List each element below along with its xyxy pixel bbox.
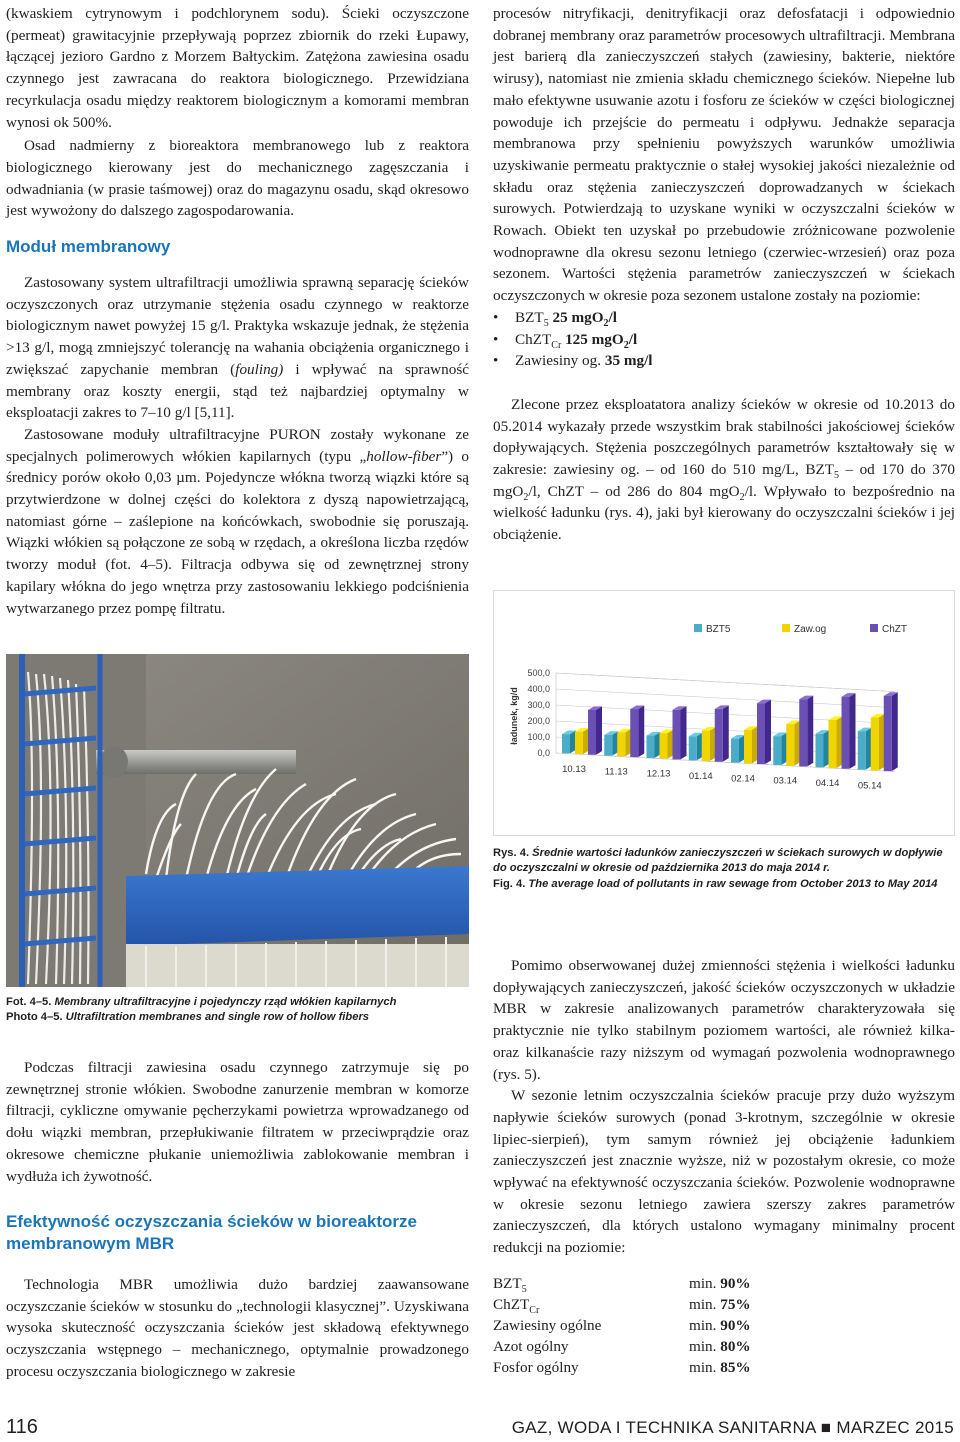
bar-bzt5 [647, 736, 655, 758]
paragraph: Pomimo obserwowanej dużej zmienności stężenia i wielkości ładunku dopływających zanieczyszczeń, jakość ścieków oczyszczonych w układzie MBR w zakresie analizowanych parametrów charakteryzowała się praktycznie nie tylko stabilnym poziomem wartości, ale również kilka- oraz kilkanaście razy niższym od wymagań pozwolenia wodnoprawnego (rys. 5). [493, 957, 955, 1083]
paragraph: W sezonie letnim oczyszczalnia ścieków pracuje przy dużo wyższym napływie ścieków surowych (ponad 3-krotnym, szczególnie w okresie lipiec-sierpień), tym samym również jej obciążenie ładunkiem zanieczyszczeń jest znacznie wyższe, niż w pozostałym okresie, co może wpływać na efektywność oczyszczania ścieków. Pozwolenie wodnoprawne w okresie sezonu letniego zawiera szerszy zakres parametrów zanieczyszczeń, dla których ustalono wymagany minimalny procent redukcji na poziomie: [493, 1087, 955, 1257]
bar-zawog [617, 732, 625, 756]
reduction-row [493, 1294, 751, 1315]
bar-zawog [702, 731, 710, 761]
photo-caption [6, 995, 469, 1024]
bar-zawog [575, 732, 583, 754]
reduction-value: min. 90% [689, 1317, 751, 1334]
y-axis-label: ładunek, kg/d [509, 687, 519, 745]
legend-label: Zaw.og [794, 624, 827, 635]
y-tick-label: 400,0 [527, 684, 550, 694]
limit-values-list [493, 307, 955, 372]
reduction-table [493, 1273, 751, 1378]
bar-chzt [630, 709, 638, 757]
x-tick-label: 11.13 [604, 766, 628, 778]
bar-side [807, 696, 813, 767]
paragraph: Osad nadmierny z bioreaktora membranowego lub z reaktora biologicznego kierowany jest do mechanicznego zagęszczania i odwadniania (w prasie taśmowej) oraz do magazynu osadu, skąd okresowo jest wywożony do dalszego zagospodarowania. [6, 137, 469, 220]
load-chart [493, 590, 955, 836]
membrane-photo-image [6, 654, 469, 987]
bar-bzt5 [773, 736, 781, 765]
reduction-value: min. 90% [689, 1275, 751, 1292]
y-tick-label: 300,0 [527, 700, 550, 710]
paragraph: (kwaskiem cytrynowym i podchlorynem sodu). Ścieki oczyszczone (permeat) grawitacyjnie przepływają poprzez zbiornik do rzeki Łupawy, łączącej jezioro Gardno z Morzem Bałtyckim. Zatężona zawiesina osadu czynnego jest zawracana do reaktora biologicznego. Przewidziana recyrkulacja osadu między reaktorem biologicznym a komorami membran wynosi ok 500%. [6, 5, 469, 131]
legend-swatch [694, 624, 702, 632]
photo-caption-polish: Fot. 4–5. Membrany ultrafiltracyjne i pojedynczy rząd włókien kapilarnych [6, 996, 397, 1008]
paragraph: Zastosowane moduły ultrafiltracyjne PURON zostały wykonane ze specjalnych polimerowych włókien kapilarnych (typu „hollow-fiber”) o średnicy porów około 0,03 µm. Pojedyncze włókna tworzą wiązki które są przytwierdzone w dolnej części do kolektora z dyszą napowietrzającą, natomiast górne – zaślepione na końcówkach, swobodnie się poruszają. Wiązki włókien są połączone ze sobą w rzędach, a określona liczba rzędów tworzy moduł (fot. 4–5). Filtracja odbywa się od zewnętrznej strony kapilary włókna do jego wnętrza przy zastosowaniu lekkiego podciśnienia wytwarzanego przez pompę filtratu. [6, 425, 469, 617]
section-heading-membrane-module: Moduł membranowy [6, 237, 171, 256]
x-tick-label: 10.13 [562, 763, 586, 775]
list-item: • Zawiesiny og. 35 mg/l [515, 350, 955, 372]
reduction-value: min. 75% [689, 1296, 751, 1313]
reduction-row [493, 1357, 751, 1378]
bar-zawog [829, 720, 837, 768]
x-tick-label: 05.14 [857, 780, 882, 792]
parameter-name: ChZT$_{Cr}$ [493, 1296, 540, 1317]
y-tick-label: 200,0 [527, 716, 550, 726]
load-chart-svg [494, 591, 954, 835]
legend-label: ChZT [882, 624, 907, 635]
bar-bzt5 [562, 734, 570, 753]
bar-bzt5 [731, 739, 739, 763]
legend-swatch [782, 624, 790, 632]
bar-bzt5 [604, 735, 612, 756]
paragraph: procesów nitryfikacji, denitryfikacji oraz defosfatacji i odpowiednio dobranej membrany oraz parametrów procesowych ultrafiltracji. Membrana jest barierą dla zanieczyszczeń stałych (zawiesiny, bakterie, niektóre wirusy), natomiast nie zmienia składu chemicznego ścieków. Niepełne lub mało efektywne usuwanie azotu i fosforu ze ścieków w części biologicznej powoduje ich przejście do permeatu i odpływu. Jednakże separacja membranowa przy spełnieniu powyższych warunków umożliwia uzyskiwanie permeatu praktycznie o stałej wysokiej jakości niezależnie od składu oraz stężenia zanieczyszczeń doprowadzanych w ściekach surowych. Potwierdzają to uzyskane wyniki w oczyszczalni ścieków w Rowach. Obiekt ten uzyskał po przebudowie zróżnicowane pozwolenie wodnoprawne dla okresu sezonu letniego (czerwiec-wrzesień) oraz poza sezonem. Wartości stężenia parametrów zanieczyszczeń w ściekach oczyszczonych w okresie poza sezonem ustalone zostały na poziomie: [493, 5, 955, 305]
page-number: 116 [6, 1416, 38, 1438]
bar-chzt [884, 696, 892, 771]
paragraph: Zlecone przez eksploatatora analizy ścieków w okresie od 10.2013 do 05.2014 wykazały przede wszystkim brak stabilności jakościowej ścieków dopływających. Stężenia poszczególnych parametrów kształtowały się w zakresie: zawiesiny og. – od 160 do 510 mg/L, $BZT_5$ – od 170 do 370 mgO$_2$/l, ChZT – od 286 do 804 mgO$_2$/l. Wpływało to bezpośrednio na wielkość ładunku (rys. 4), jaki był kierowany do oczyszczalni ścieków i jej obciążenie. [493, 395, 956, 544]
bar-side [596, 706, 602, 754]
paragraph: Technologia MBR umożliwia dużo bardziej zaawansowane oczyszczanie ścieków w stosunku do „technologii klasycznej”. Uzyskiwana wysoka skuteczność oczyszczania ścieków jest składową efektywnego oczyszczania wstępnego – mechanicznego, optymalnie prowadzonego procesu oczyszczania biologicznego w zakresie [6, 1276, 469, 1380]
bar-bzt5 [689, 736, 697, 760]
legend-label: BZT5 [706, 624, 731, 635]
bar-chzt [588, 710, 596, 755]
parameter-name: Zawiesiny ogólne [493, 1317, 602, 1334]
membrane-module-photo [6, 654, 469, 987]
bar-side [850, 693, 856, 769]
bar-side [723, 705, 729, 761]
bar-zawog [871, 718, 879, 771]
bar-side [681, 706, 687, 759]
reduction-value: min. 85% [689, 1359, 751, 1376]
x-tick-label: 04.14 [815, 777, 840, 789]
y-tick-label: 0,0 [537, 748, 550, 758]
y-tick-label: 500,0 [527, 668, 550, 678]
y-tick-label: 100,0 [527, 732, 550, 742]
reduction-row [493, 1336, 751, 1357]
parameter-name: $BZT_5$ [493, 1275, 527, 1296]
paragraph: Zastosowany system ultrafiltracji umożliwia sprawną separację ścieków oczyszczonych oraz utrzymanie stężenia osadu czynnego w reaktorze biologicznym nawet powyżej 15 g/l. Praktyka wskazuje jednak, że stężenia >13 g/l, mogą zmniejszyć tolerancję na wahania obciążenia organicznego i zwiększać zapychanie membran (fouling) i wpływać na sprawność membrany oraz koszty energii, stąd też najbardziej optymalny w eksploatacji zakres to 7–10 g/l [5,11]. [6, 274, 469, 422]
bar-chzt [842, 697, 850, 769]
x-tick-label: 02.14 [731, 773, 755, 785]
figure-caption [493, 846, 955, 892]
figure-caption-english: Fig. 4. The average load of pollutants in raw sewage from October 2013 to May 2014 [493, 878, 938, 890]
paragraph: Podczas filtracji zawiesina osadu czynnego zatrzymuje się po zewnętrznej stronie włókien. Swobodne zanurzenie membran w komorze filtracji, cykliczne omywanie pęcherzykami powietrza wprowadzanego od dołu wiązki membran, przepłukiwanie filtratem w przeciwprądzie oraz okresowe chemiczne płukanie uniemożliwia zablokowanie membran i wydłuża ich żywotność. [6, 1059, 469, 1185]
bar-zawog [660, 733, 668, 759]
parameter-name: Fosfor ogólny [493, 1359, 579, 1376]
list-item: • ChZT$_{Cr}$ 125 mgO$_2$/l [515, 329, 955, 351]
legend-swatch [870, 624, 878, 632]
bar-bzt5 [858, 731, 866, 769]
bar-chzt [673, 710, 681, 760]
photo-caption-english: Photo 4–5. Ultrafiltration membranes and single row of hollow fibers [6, 1010, 370, 1023]
bar-chzt [715, 709, 723, 762]
bar-side [638, 705, 644, 757]
parameter-name: Azot ogólny [493, 1338, 569, 1355]
journal-name: GAZ, WODA I TECHNIKA SANITARNA ■ MARZEC 2015 [511, 1418, 954, 1437]
bar-side [765, 700, 771, 764]
bar-chzt [757, 703, 765, 764]
page-footer [0, 1416, 960, 1442]
figure-caption-polish: Rys. 4. Średnie wartości ładunków zanieczyszczeń w ściekach surowych w dopływie do oczyszczalni w okresie od października 2013 do maja 2014 r. [493, 847, 943, 874]
reduction-row [493, 1273, 751, 1294]
section-heading-mbr-efficiency: Efektywność oczyszczania ścieków w bioreaktorze membranowym MBR [6, 1212, 417, 1253]
bar-bzt5 [816, 734, 824, 768]
bar-zawog [786, 724, 794, 766]
bar-chzt [799, 699, 807, 766]
list-item: • $BZT_5$ 25 mgO$_2$/l [515, 307, 955, 329]
x-tick-label: 03.14 [773, 775, 798, 787]
reduction-row [493, 1315, 751, 1336]
bar-zawog [744, 730, 752, 764]
bar-side [892, 692, 898, 771]
reduction-value: min. 80% [689, 1338, 751, 1355]
x-tick-label: 12.13 [646, 768, 671, 780]
x-tick-label: 01.14 [688, 770, 713, 782]
